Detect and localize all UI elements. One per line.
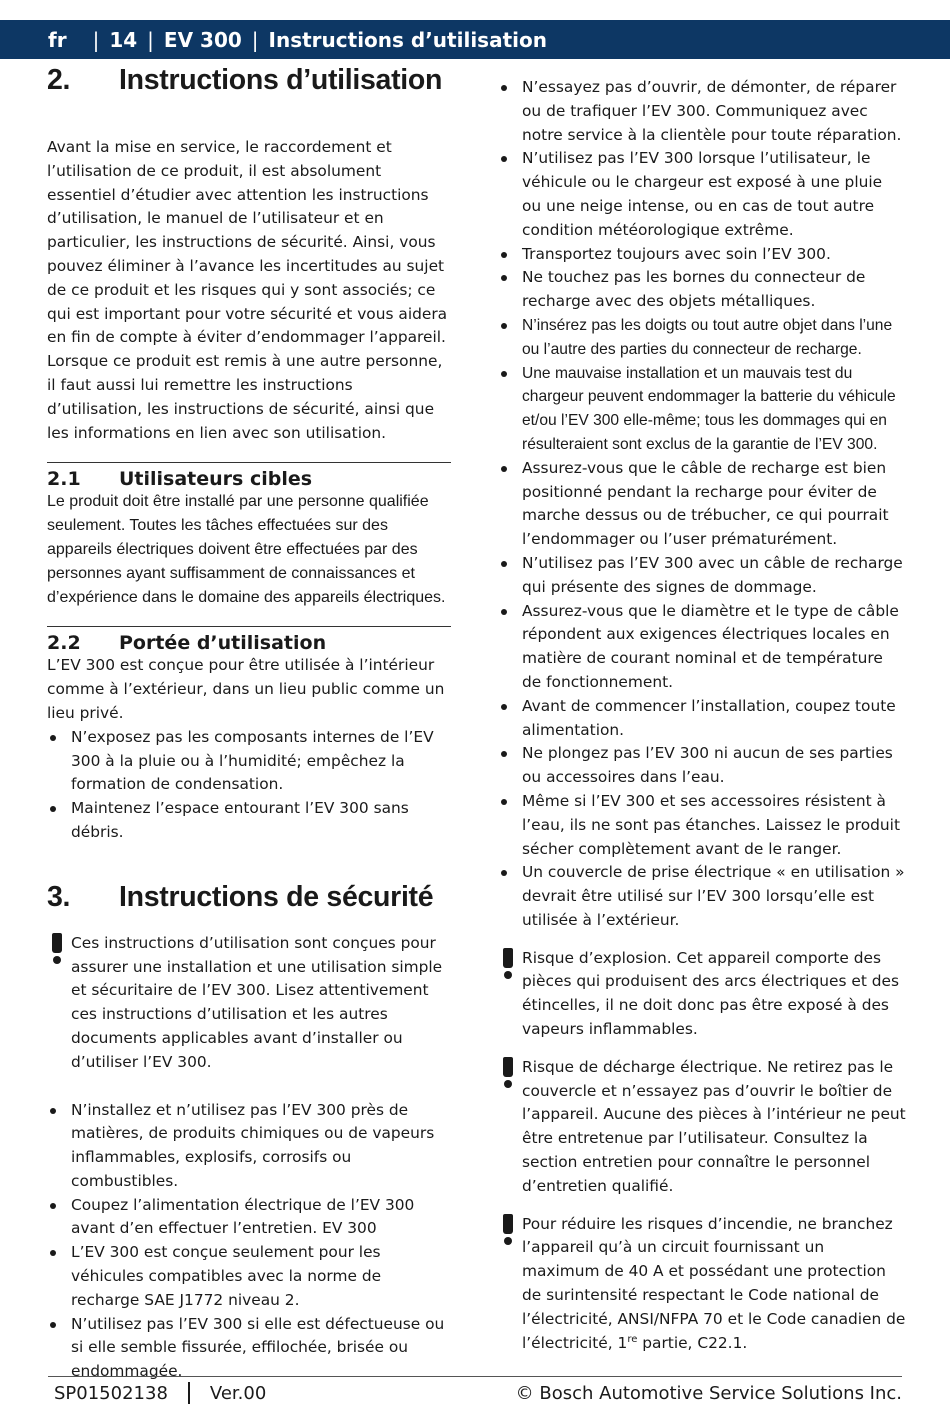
divider: [47, 626, 451, 627]
section-2-2-list: [47, 726, 452, 845]
header-separator: |: [92, 27, 100, 52]
list-item: Un couvercle de prise électrique « en utilisation » devrait être utilisé sur l’EV 300 lorsqu’elle est utilisée à l’extérieur.: [498, 861, 906, 932]
exclamation-icon: [502, 1214, 514, 1244]
divider: [47, 462, 451, 463]
version: Ver.00: [209, 1382, 267, 1404]
list-item: Assurez-vous que le diamètre et le type de câble répondent aux exigences électriques locales en matière de courant nominal et de température de fonctionnement.: [498, 600, 906, 695]
section-2-intro: Avant la mise en service, le raccordement et l’utilisation de ce produit, il est absolument essentiel d’étudier avec attention les instructions d’utilisation, le manuel de l’utilisateur et en particulier, les instructions de sécurité. Ainsi, vous pouvez éliminer à l’avance les incertitudes au sujet de ce produit et les risques qui y sont associés; ce qui est important pour votre sécurité et vous aidera en fin de compte à éviter d’endommager l’appareil. Lorsque ce produit est remis à une autre personne, il faut aussi lui remettre les instructions d’utilisation, les instructions de sécurité, ainsi que les informations en lien avec son utilisation.: [47, 138, 448, 442]
section-number: 3.: [47, 880, 71, 913]
shock-warning: [498, 1056, 906, 1199]
section-2-1-heading: [47, 468, 452, 490]
list-item: N’exposez pas les composants internes de l’EV 300 à la pluie ou à l’humidité; empêchez la formation de condensation.: [47, 726, 452, 797]
doc-number: SP01502138: [54, 1382, 168, 1404]
exclamation-icon: [502, 948, 514, 978]
list-item: Ne touchez pas les bornes du connecteur de recharge avec des objets métalliques.: [498, 266, 906, 314]
explosion-warning: [498, 947, 906, 1042]
header-page-number: 14: [109, 27, 138, 52]
header-separator: |: [251, 27, 259, 52]
section-3-heading: [47, 881, 452, 914]
exclamation-icon: [51, 933, 63, 963]
list-item: Même si l’EV 300 et ses accessoires résistent à l’eau, ils ne sont pas étanches. Laissez le produit sécher complètement avant de le ranger.: [498, 790, 906, 861]
list-item: N’insérez pas les doigts ou tout autre objet dans l’une ou l’autre des parties du connecteur de recharge.: [498, 314, 906, 362]
section-title: Instructions de sécurité: [119, 880, 434, 913]
list-item: N’utilisez pas l’EV 300 si elle est défectueuse ou si elle semble fissurée, effilochée, brisée ou endommagée.: [47, 1313, 452, 1384]
list-item: N’essayez pas d’ouvrir, de démonter, de réparer ou de trafiquer l’EV 300. Communiquez avec notre service à la clientèle pour toute réparation.: [498, 76, 906, 147]
section-2-2-heading: [47, 632, 452, 654]
subsection-number: 2.1: [47, 468, 81, 491]
list-item: Avant de commencer l’installation, coupez toute alimentation.: [498, 695, 906, 743]
warning-text: Ces instructions d’utilisation sont conçues pour assurer une installation et une utilisation simple et sécuritaire de l’EV 300. Lisez attentivement ces instructions d’utilisation et les autres documents applicables avant d’installer ou d’utiliser l’EV 300.: [71, 933, 443, 1071]
subsection-title: Utilisateurs cibles: [119, 468, 313, 491]
warning-text-tail: partie, C22.1.: [637, 1333, 748, 1352]
list-item: Transportez toujours avec soin l’EV 300.: [498, 243, 906, 267]
list-item: Assurez-vous que le câble de recharge est bien positionné pendant la recharge pour éviter de marche dessus ou de trébucher, ce qui pourrait l’endommager ou l’user prématurément.: [498, 457, 906, 552]
header-separator: |: [147, 27, 154, 52]
footer-separator: [188, 1382, 190, 1404]
page-footer: [54, 1382, 902, 1404]
list-item: N’installez et n’utilisez pas l’EV 300 près de matières, de produits chimiques ou de vapeurs inflammables, explosifs, corrosifs ou combustibles.: [47, 1099, 452, 1194]
copyright: © Bosch Automotive Service Solutions Inc.: [515, 1382, 902, 1404]
section-3-list: [47, 1099, 452, 1385]
section-title: Instructions d’utilisation: [119, 64, 443, 96]
list-item: N’utilisez pas l’EV 300 avec un câble de recharge qui présente des signes de dommage.: [498, 552, 906, 600]
list-item: Coupez l’alimentation électrique de l’EV 300 avant d’en effectuer l’entretien. EV 300: [47, 1194, 452, 1242]
page-header: [0, 20, 950, 59]
list-item: Ne plongez pas l’EV 300 ni aucun de ses parties ou accessoires dans l’eau.: [498, 742, 906, 790]
subsection-title: Portée d’utilisation: [119, 632, 327, 655]
section-number: 2.: [47, 64, 71, 96]
list-item: Une mauvaise installation et un mauvais test du chargeur peuvent endommager la batterie du véhicule et/ou l’EV 300 elle-même; tous les dommages qui en résulteraient sont exclus de la garantie de l’EV 300.: [498, 362, 906, 457]
warning-text: Pour réduire les risques d’incendie, ne branchez l’appareil qu’à un circuit fournissant un maximum de 40 A et possédant une protection de surintensité respectant le Code national de l’électricité, ANSI/NFPA 70 et le Code canadien de l’électricité, 1: [522, 1214, 906, 1352]
header-product: EV 300: [163, 27, 242, 52]
fire-warning: [498, 1213, 906, 1356]
list-item: Maintenez l’espace entourant l’EV 300 sans débris.: [47, 797, 452, 845]
right-column: [498, 76, 906, 1355]
footer-divider: [48, 1376, 902, 1377]
list-item: L’EV 300 est conçue seulement pour les véhicules compatibles avec la norme de recharge SAE J1772 niveau 2.: [47, 1241, 452, 1312]
subsection-number: 2.2: [47, 632, 81, 655]
safety-list: [498, 76, 906, 933]
superscript: re: [627, 1333, 638, 1345]
left-column: [47, 64, 452, 1384]
section-2-1-text: Le produit doit être installé par une personne qualifiée seulement. Toutes les tâches effectuées sur des appareils électriques doivent être effectuées par des personnes ayant suffisamment de connaissances et d’expérience dans le domaine des appareils électriques.: [47, 493, 446, 606]
header-language: fr: [48, 27, 67, 52]
exclamation-icon: [502, 1057, 514, 1087]
warning-text: Risque d’explosion. Cet appareil comporte des pièces qui produisent des arcs électriques et des étincelles, il ne doit donc pas être exposé à des vapeurs inflammables.: [522, 948, 900, 1039]
list-item: N’utilisez pas l’EV 300 lorsque l’utilisateur, le véhicule ou le chargeur est exposé à une pluie ou une neige intense, ou en cas de tout autre condition météorologique extrême.: [498, 147, 906, 242]
warning-note: [47, 932, 452, 1075]
section-2-heading: [47, 64, 452, 97]
header-doc-title: Instructions d’utilisation: [268, 27, 547, 52]
warning-text: Risque de décharge électrique. Ne retirez pas le couvercle et n’essayez pas d’ouvrir le boîtier de l’appareil. Aucune des pièces à l’intérieur ne peut être entretenue par l’utilisateur. Consultez la section entretien pour connaître le personnel d’entretien qualifié.: [522, 1057, 906, 1195]
section-2-2-text: L’EV 300 est conçue pour être utilisée à l’intérieur comme à l’extérieur, dans un lieu public comme un lieu privé.: [47, 656, 445, 722]
